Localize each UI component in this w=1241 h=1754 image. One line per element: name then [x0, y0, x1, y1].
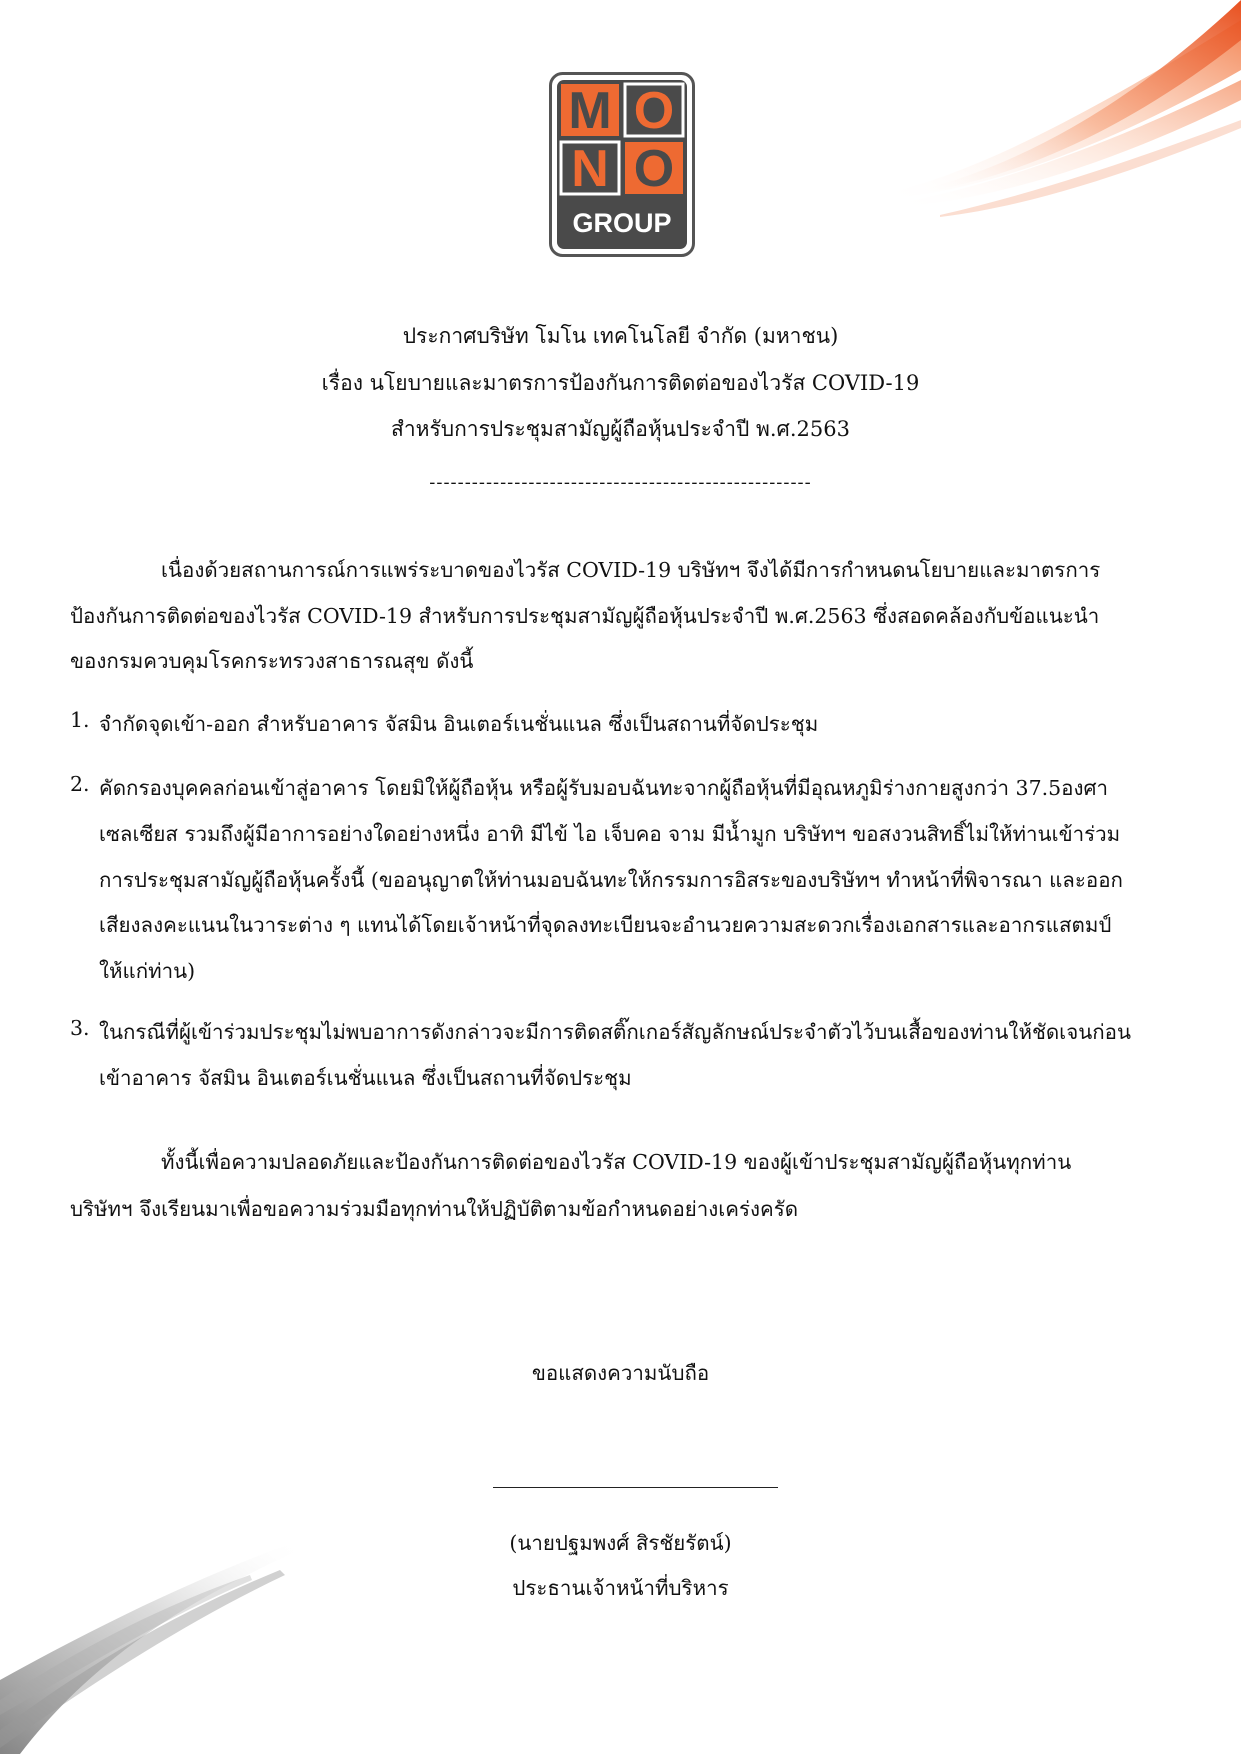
top-right-swoosh-decoration	[880, 0, 1241, 230]
item-3-line-1: ในกรณีที่ผู้เข้าร่วมประชุมไม่พบอาการดังกล่าวจะมีการติดสติ๊กเกอร์สัญลักษณ์ประจำตัวไว้บนเสื้อของท่านให้ชัดเจนก่อน	[99, 1020, 1131, 1044]
item-2-line-5: ให้แก่ท่าน)	[99, 959, 196, 983]
logo-letter-o1: O	[633, 82, 675, 140]
closing-line-1: ทั้งนี้เพื่อความปลอดภัยและป้องกันการติดต่อของไวรัส COVID-19 ของผู้เข้าประชุมสามัญผู้ถือหุ้นทุกท่าน	[161, 1150, 1072, 1174]
salutation: ขอแสดงความนับถือ	[531, 1361, 710, 1385]
item-2-line-3: การประชุมสามัญผู้ถือหุ้นครั้งนี้ (ขออนุญาตให้ท่านมอบฉันทะให้กรรมการอิสระของบริษัทฯ ทำหน้าที่พิจารณา และออก	[99, 868, 1123, 892]
intro-line-1: เนื่องด้วยสถานการณ์การแพร่ระบาดของไวรัส COVID-19 บริษัทฯ จึงได้มีการกำหนดนโยบายและมาตรการ	[161, 558, 1101, 582]
announcement-title: ประกาศบริษัท โมโน เทคโนโลยี จำกัด (มหาชน)	[402, 324, 839, 348]
signatory-title: ประธานเจ้าหน้าที่บริหาร	[512, 1576, 729, 1600]
item-1-number: 1.	[70, 708, 90, 732]
announcement-subject: เรื่อง นโยบายและมาตรการป้องกันการติดต่อของไวรัส COVID-19	[321, 371, 920, 395]
item-2-number: 2.	[70, 772, 90, 796]
item-2-line-2: เซลเซียส รวมถึงผู้มีอาการอย่างใดอย่างหนึ่ง อาทิ มีไข้ ไอ เจ็บคอ จาม มีน้ำมูก บริษัทฯ ขอสงวนสิทธิ์ไม่ให้ท่านเข้าร่วม	[99, 822, 1121, 846]
signatory-name: (นายปฐมพงศ์ สิรชัยรัตน์)	[509, 1531, 732, 1555]
logo-letter-n: N	[571, 140, 609, 198]
item-2-line-1: คัดกรองบุคคลก่อนเข้าสู่อาคาร โดยมิให้ผู้ถือหุ้น หรือผู้รับมอบฉันทะจากผู้ถือหุ้นที่มีอุณหภูมิร่างกายสูงกว่า 37.5องศา	[99, 776, 1109, 800]
intro-line-2: ป้องกันการติดต่อของไวรัส COVID-19 สำหรับการประชุมสามัญผู้ถือหุ้นประจำปี พ.ศ.2563 ซึ่งสอดคล้องกับข้อแนะนำ	[70, 604, 1100, 628]
signature-line	[493, 1487, 778, 1488]
item-3-line-2: เข้าอาคาร จัสมิน อินเตอร์เนชั่นแนล ซึ่งเป็นสถานที่จัดประชุม	[99, 1066, 632, 1090]
closing-line-2: บริษัทฯ จึงเรียนมาเพื่อขอความร่วมมือทุกท่านให้ปฏิบัติตามข้อกำหนดอย่างเคร่งครัด	[70, 1197, 799, 1221]
mono-group-logo	[549, 72, 695, 257]
logo-letter-m: M	[568, 82, 612, 140]
item-1-line-1: จำกัดจุดเข้า-ออก สำหรับอาคาร จัสมิน อินเตอร์เนชั่นแนล ซึ่งเป็นสถานที่จัดประชุม	[99, 712, 819, 736]
announcement-scope: สำหรับการประชุมสามัญผู้ถือหุ้นประจำปี พ.ศ.2563	[391, 417, 850, 441]
intro-line-3: ของกรมควบคุมโรคกระทรวงสาธารณสุข ดังนี้	[70, 649, 474, 673]
logo-group-text: GROUP	[572, 208, 672, 238]
header-divider: ------------------------------------------------------	[429, 472, 812, 493]
item-2-line-4: เสียงลงคะแนนในวาระต่าง ๆ แทนได้โดยเจ้าหน้าที่จุดลงทะเบียนจะอำนวยความสะดวกเรื่องเอกสารและอากรแสตมป์	[99, 913, 1112, 937]
item-3-number: 3.	[70, 1016, 90, 1040]
logo-letter-o2: O	[633, 140, 675, 198]
